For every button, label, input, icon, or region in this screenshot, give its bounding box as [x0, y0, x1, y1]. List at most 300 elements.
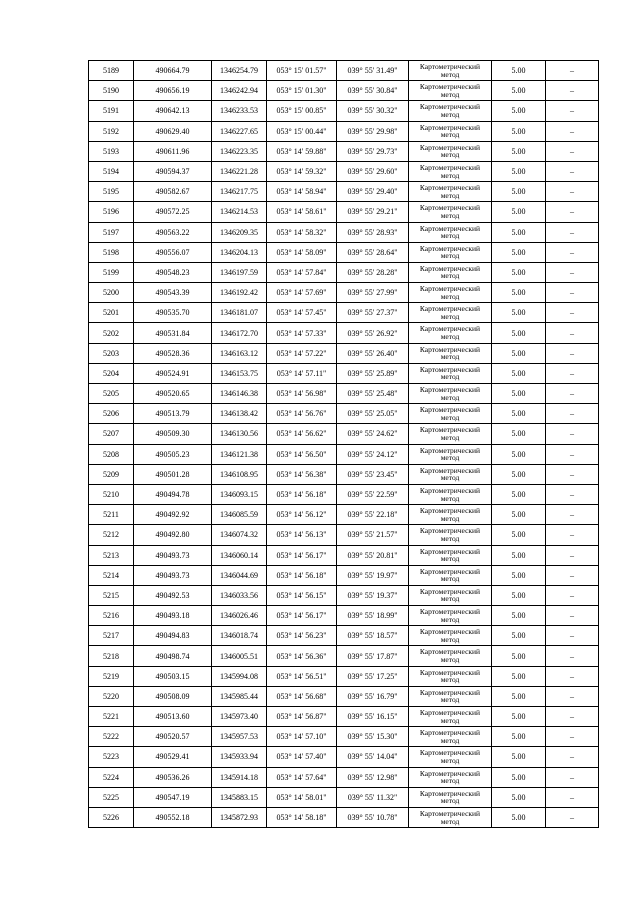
- remark-cell: –: [546, 606, 599, 626]
- accuracy-cell: 5.00: [492, 444, 546, 464]
- method-label-line2: метод: [440, 574, 460, 584]
- method-cell: [409, 222, 492, 242]
- latitude-cell: 053° 14' 58.01": [267, 787, 337, 807]
- method-label-line1: Картометрический: [419, 385, 481, 394]
- y-coordinate-cell: 1346221.28: [212, 161, 267, 181]
- method-label-line1: Картометрический: [419, 223, 481, 233]
- y-coordinate-cell: 1346242.94: [212, 81, 267, 101]
- point-number-cell: 5207: [89, 424, 134, 444]
- method-cell: [409, 666, 492, 686]
- longitude-cell: 039° 55' 27.99": [337, 283, 409, 303]
- accuracy-cell: 5.00: [492, 525, 546, 545]
- point-number-cell: 5209: [89, 464, 134, 484]
- method-label-line2: метод: [440, 69, 460, 79]
- longitude-cell: 039° 55' 16.15": [337, 707, 409, 727]
- method-cell: [409, 807, 492, 827]
- table-row: [89, 61, 599, 81]
- longitude-cell: 039° 55' 26.92": [337, 323, 409, 343]
- x-coordinate-cell: 490520.57: [134, 727, 212, 747]
- accuracy-cell: 5.00: [492, 202, 546, 222]
- point-number-cell: 5191: [89, 101, 134, 121]
- x-coordinate-cell: 490556.07: [134, 242, 212, 262]
- x-coordinate-cell: 490548.23: [134, 262, 212, 282]
- y-coordinate-cell: 1346192.42: [212, 283, 267, 303]
- longitude-cell: 039° 55' 28.28": [337, 262, 409, 282]
- remark-cell: –: [546, 161, 599, 181]
- latitude-cell: 053° 14' 56.15": [267, 585, 337, 605]
- longitude-cell: 039° 55' 25.89": [337, 363, 409, 383]
- y-coordinate-cell: 1346153.75: [212, 363, 267, 383]
- method-cell: [409, 323, 492, 343]
- table-row: [89, 464, 599, 484]
- remark-cell: –: [546, 505, 599, 525]
- latitude-cell: 053° 15' 00.85": [267, 101, 337, 121]
- remark-cell: –: [546, 404, 599, 424]
- method-cell: [409, 747, 492, 767]
- longitude-cell: 039° 55' 22.59": [337, 484, 409, 504]
- method-cell: [409, 202, 492, 222]
- remark-cell: –: [546, 101, 599, 121]
- x-coordinate-cell: 490563.22: [134, 222, 212, 242]
- method-label-line1: Картометрический: [419, 243, 481, 253]
- longitude-cell: 039° 55' 29.21": [337, 202, 409, 222]
- accuracy-cell: 5.00: [492, 585, 546, 605]
- method-cell: [409, 182, 492, 202]
- latitude-cell: 053° 14' 59.32": [267, 161, 337, 181]
- y-coordinate-cell: 1345914.18: [212, 767, 267, 787]
- table-row: [89, 747, 599, 767]
- method-label-line2: метод: [440, 554, 460, 564]
- remark-cell: –: [546, 182, 599, 202]
- longitude-cell: 039° 55' 31.49": [337, 61, 409, 81]
- method-label-line2: метод: [440, 352, 460, 362]
- accuracy-cell: 5.00: [492, 161, 546, 181]
- x-coordinate-cell: 490524.91: [134, 363, 212, 383]
- x-coordinate-cell: 490552.18: [134, 807, 212, 827]
- x-coordinate-cell: 490520.65: [134, 384, 212, 404]
- table-row: [89, 565, 599, 585]
- y-coordinate-cell: 1346074.32: [212, 525, 267, 545]
- method-label-line1: Картометрический: [419, 808, 481, 818]
- longitude-cell: 039° 55' 23.45": [337, 464, 409, 484]
- x-coordinate-cell: 490509.30: [134, 424, 212, 444]
- latitude-cell: 053° 14' 57.22": [267, 343, 337, 363]
- x-coordinate-cell: 490572.25: [134, 202, 212, 222]
- remark-cell: –: [546, 747, 599, 767]
- method-label-line1: Картометрический: [419, 465, 481, 475]
- point-number-cell: 5222: [89, 727, 134, 747]
- latitude-cell: 053° 14' 57.45": [267, 303, 337, 323]
- y-coordinate-cell: 1346217.75: [212, 182, 267, 202]
- x-coordinate-cell: 490492.53: [134, 585, 212, 605]
- method-label-line2: метод: [440, 533, 460, 543]
- y-coordinate-cell: 1345933.94: [212, 747, 267, 767]
- method-label-line1: Картометрический: [419, 586, 481, 596]
- method-label-line1: Картометрический: [419, 122, 481, 132]
- y-coordinate-cell: 1346060.14: [212, 545, 267, 565]
- table-row: [89, 525, 599, 545]
- method-label-line2: метод: [440, 493, 460, 503]
- method-label-line2: метод: [440, 614, 460, 624]
- accuracy-cell: 5.00: [492, 121, 546, 141]
- x-coordinate-cell: 490493.73: [134, 545, 212, 565]
- latitude-cell: 053° 14' 58.94": [267, 182, 337, 202]
- y-coordinate-cell: 1346214.53: [212, 202, 267, 222]
- point-number-cell: 5200: [89, 283, 134, 303]
- accuracy-cell: 5.00: [492, 464, 546, 484]
- accuracy-cell: 5.00: [492, 606, 546, 626]
- method-label-line1: Картометрический: [419, 102, 481, 112]
- longitude-cell: 039° 55' 12.98": [337, 767, 409, 787]
- point-number-cell: 5221: [89, 707, 134, 727]
- method-cell: [409, 343, 492, 363]
- accuracy-cell: 5.00: [492, 767, 546, 787]
- remark-cell: –: [546, 525, 599, 545]
- table-row: [89, 606, 599, 626]
- y-coordinate-cell: 1346130.56: [212, 424, 267, 444]
- accuracy-cell: 5.00: [492, 787, 546, 807]
- method-cell: [409, 444, 492, 464]
- table-row: [89, 121, 599, 141]
- method-label-line1: Картометрический: [419, 344, 481, 354]
- method-cell: [409, 464, 492, 484]
- longitude-cell: 039° 55' 29.40": [337, 182, 409, 202]
- method-cell: [409, 424, 492, 444]
- longitude-cell: 039° 55' 29.98": [337, 121, 409, 141]
- y-coordinate-cell: 1346121.38: [212, 444, 267, 464]
- method-label-line2: метод: [440, 89, 460, 99]
- table-row: [89, 545, 599, 565]
- method-label-line1: Картометрический: [419, 405, 481, 415]
- remark-cell: –: [546, 343, 599, 363]
- x-coordinate-cell: 490493.18: [134, 606, 212, 626]
- method-cell: [409, 363, 492, 383]
- accuracy-cell: 5.00: [492, 807, 546, 827]
- latitude-cell: 053° 14' 56.13": [267, 525, 337, 545]
- x-coordinate-cell: 490594.37: [134, 161, 212, 181]
- y-coordinate-cell: 1346085.59: [212, 505, 267, 525]
- point-number-cell: 5205: [89, 384, 134, 404]
- table-row: [89, 707, 599, 727]
- latitude-cell: 053° 14' 56.62": [267, 424, 337, 444]
- coordinates-table: [88, 60, 599, 828]
- method-label-line1: Картометрический: [419, 445, 481, 455]
- longitude-cell: 039° 55' 26.40": [337, 343, 409, 363]
- method-label-line2: метод: [440, 392, 460, 402]
- y-coordinate-cell: 1346108.95: [212, 464, 267, 484]
- method-label-line1: Картометрический: [419, 687, 481, 697]
- method-label-line1: Картометрический: [419, 263, 481, 273]
- table-row: [89, 424, 599, 444]
- x-coordinate-cell: 490543.39: [134, 283, 212, 303]
- point-number-cell: 5193: [89, 141, 134, 161]
- point-number-cell: 5195: [89, 182, 134, 202]
- point-number-cell: 5211: [89, 505, 134, 525]
- point-number-cell: 5216: [89, 606, 134, 626]
- method-cell: [409, 61, 492, 81]
- accuracy-cell: 5.00: [492, 262, 546, 282]
- table-row: [89, 727, 599, 747]
- table-row: [89, 303, 599, 323]
- y-coordinate-cell: 1346227.65: [212, 121, 267, 141]
- accuracy-cell: 5.00: [492, 747, 546, 767]
- y-coordinate-cell: 1346005.51: [212, 646, 267, 666]
- method-label-line2: метод: [440, 755, 460, 765]
- accuracy-cell: 5.00: [492, 222, 546, 242]
- table-row: [89, 242, 599, 262]
- remark-cell: –: [546, 545, 599, 565]
- point-number-cell: 5214: [89, 565, 134, 585]
- latitude-cell: 053° 14' 56.17": [267, 545, 337, 565]
- method-cell: [409, 787, 492, 807]
- table-row: [89, 626, 599, 646]
- latitude-cell: 053° 15' 01.30": [267, 81, 337, 101]
- accuracy-cell: 5.00: [492, 182, 546, 202]
- accuracy-cell: 5.00: [492, 343, 546, 363]
- accuracy-cell: 5.00: [492, 646, 546, 666]
- point-number-cell: 5217: [89, 626, 134, 646]
- method-label-line1: Картометрический: [419, 788, 481, 798]
- method-label-line1: Картометрический: [419, 142, 481, 152]
- method-label-line2: метод: [440, 150, 460, 160]
- method-cell: [409, 565, 492, 585]
- table-row: [89, 343, 599, 363]
- table-row: [89, 585, 599, 605]
- remark-cell: –: [546, 121, 599, 141]
- remark-cell: –: [546, 424, 599, 444]
- accuracy-cell: 5.00: [492, 384, 546, 404]
- table-row: [89, 484, 599, 504]
- method-cell: [409, 121, 492, 141]
- method-label-line2: метод: [440, 816, 460, 826]
- method-cell: [409, 646, 492, 666]
- accuracy-cell: 5.00: [492, 484, 546, 504]
- method-cell: [409, 161, 492, 181]
- point-number-cell: 5203: [89, 343, 134, 363]
- method-label-line1: Картометрический: [419, 82, 481, 92]
- method-label-line1: Картометрический: [419, 627, 481, 637]
- remark-cell: –: [546, 202, 599, 222]
- point-number-cell: 5225: [89, 787, 134, 807]
- method-label-line2: метод: [440, 251, 460, 261]
- accuracy-cell: 5.00: [492, 323, 546, 343]
- latitude-cell: 053° 14' 56.18": [267, 484, 337, 504]
- remark-cell: –: [546, 222, 599, 242]
- method-label-line1: Картометрический: [419, 607, 481, 617]
- point-number-cell: 5223: [89, 747, 134, 767]
- latitude-cell: 053° 14' 57.40": [267, 747, 337, 767]
- remark-cell: –: [546, 464, 599, 484]
- y-coordinate-cell: 1346223.35: [212, 141, 267, 161]
- method-cell: [409, 626, 492, 646]
- accuracy-cell: 5.00: [492, 81, 546, 101]
- method-label-line2: метод: [440, 130, 460, 140]
- latitude-cell: 053° 14' 56.38": [267, 464, 337, 484]
- longitude-cell: 039° 55' 19.97": [337, 565, 409, 585]
- accuracy-cell: 5.00: [492, 545, 546, 565]
- y-coordinate-cell: 1345994.08: [212, 666, 267, 686]
- accuracy-cell: 5.00: [492, 242, 546, 262]
- method-cell: [409, 767, 492, 787]
- method-cell: [409, 283, 492, 303]
- y-coordinate-cell: 1346204.13: [212, 242, 267, 262]
- method-cell: [409, 303, 492, 323]
- table-row: [89, 363, 599, 383]
- remark-cell: –: [546, 444, 599, 464]
- longitude-cell: 039° 55' 30.32": [337, 101, 409, 121]
- point-number-cell: 5196: [89, 202, 134, 222]
- table-body: [89, 61, 599, 828]
- latitude-cell: 053° 14' 56.51": [267, 666, 337, 686]
- method-label-line2: метод: [440, 473, 460, 483]
- longitude-cell: 039° 55' 17.25": [337, 666, 409, 686]
- point-number-cell: 5192: [89, 121, 134, 141]
- table-row: [89, 787, 599, 807]
- remark-cell: –: [546, 81, 599, 101]
- latitude-cell: 053° 15' 00.44": [267, 121, 337, 141]
- y-coordinate-cell: 1346254.79: [212, 61, 267, 81]
- method-label-line2: метод: [440, 332, 460, 342]
- method-cell: [409, 141, 492, 161]
- x-coordinate-cell: 490508.09: [134, 686, 212, 706]
- table-row: [89, 141, 599, 161]
- longitude-cell: 039° 55' 20.81": [337, 545, 409, 565]
- x-coordinate-cell: 490535.70: [134, 303, 212, 323]
- accuracy-cell: 5.00: [492, 666, 546, 686]
- latitude-cell: 053° 14' 57.69": [267, 283, 337, 303]
- y-coordinate-cell: 1346209.35: [212, 222, 267, 242]
- y-coordinate-cell: 1345883.15: [212, 787, 267, 807]
- y-coordinate-cell: 1346044.69: [212, 565, 267, 585]
- method-label-line2: метод: [440, 796, 460, 806]
- longitude-cell: 039° 55' 29.60": [337, 161, 409, 181]
- method-label-line2: метод: [440, 432, 460, 442]
- x-coordinate-cell: 490493.73: [134, 565, 212, 585]
- longitude-cell: 039° 55' 28.93": [337, 222, 409, 242]
- remark-cell: –: [546, 807, 599, 827]
- x-coordinate-cell: 490528.36: [134, 343, 212, 363]
- method-label-line1: Картометрический: [419, 667, 481, 677]
- x-coordinate-cell: 490492.92: [134, 505, 212, 525]
- point-number-cell: 5206: [89, 404, 134, 424]
- method-label-line1: Картометрический: [419, 364, 481, 374]
- longitude-cell: 039° 55' 10.78": [337, 807, 409, 827]
- method-label-line2: метод: [440, 634, 460, 644]
- longitude-cell: 039° 55' 18.99": [337, 606, 409, 626]
- x-coordinate-cell: 490503.15: [134, 666, 212, 686]
- remark-cell: –: [546, 646, 599, 666]
- x-coordinate-cell: 490505.23: [134, 444, 212, 464]
- point-number-cell: 5197: [89, 222, 134, 242]
- point-number-cell: 5210: [89, 484, 134, 504]
- latitude-cell: 053° 14' 57.33": [267, 323, 337, 343]
- latitude-cell: 053° 14' 58.61": [267, 202, 337, 222]
- method-cell: [409, 707, 492, 727]
- longitude-cell: 039° 55' 29.73": [337, 141, 409, 161]
- point-number-cell: 5190: [89, 81, 134, 101]
- table-row: [89, 444, 599, 464]
- point-number-cell: 5218: [89, 646, 134, 666]
- method-cell: [409, 81, 492, 101]
- method-label-line1: Картометрический: [419, 425, 481, 435]
- y-coordinate-cell: 1346163.12: [212, 343, 267, 363]
- method-cell: [409, 545, 492, 565]
- x-coordinate-cell: 490513.60: [134, 707, 212, 727]
- remark-cell: –: [546, 727, 599, 747]
- remark-cell: –: [546, 384, 599, 404]
- method-label-line1: Картометрический: [419, 284, 481, 294]
- method-cell: [409, 585, 492, 605]
- x-coordinate-cell: 490547.19: [134, 787, 212, 807]
- remark-cell: –: [546, 363, 599, 383]
- method-cell: [409, 242, 492, 262]
- method-cell: [409, 262, 492, 282]
- point-number-cell: 5220: [89, 686, 134, 706]
- point-number-cell: 5189: [89, 61, 134, 81]
- method-label-line1: Картометрический: [419, 183, 481, 193]
- method-label-line1: Картометрический: [419, 768, 481, 778]
- longitude-cell: 039° 55' 22.18": [337, 505, 409, 525]
- x-coordinate-cell: 490529.41: [134, 747, 212, 767]
- longitude-cell: 039° 55' 16.79": [337, 686, 409, 706]
- longitude-cell: 039° 55' 18.57": [337, 626, 409, 646]
- accuracy-cell: 5.00: [492, 404, 546, 424]
- x-coordinate-cell: 490664.79: [134, 61, 212, 81]
- latitude-cell: 053° 14' 56.76": [267, 404, 337, 424]
- method-cell: [409, 101, 492, 121]
- table-row: [89, 505, 599, 525]
- table-row: [89, 283, 599, 303]
- longitude-cell: 039° 55' 24.12": [337, 444, 409, 464]
- method-label-line1: Картометрический: [419, 203, 481, 213]
- latitude-cell: 053° 14' 57.10": [267, 727, 337, 747]
- y-coordinate-cell: 1346138.42: [212, 404, 267, 424]
- method-label-line1: Картометрический: [419, 324, 481, 334]
- method-label-line2: метод: [440, 412, 460, 422]
- remark-cell: –: [546, 61, 599, 81]
- x-coordinate-cell: 490494.83: [134, 626, 212, 646]
- remark-cell: –: [546, 242, 599, 262]
- method-label-line2: метод: [440, 372, 460, 382]
- y-coordinate-cell: 1345973.40: [212, 707, 267, 727]
- point-number-cell: 5204: [89, 363, 134, 383]
- table-row: [89, 767, 599, 787]
- accuracy-cell: 5.00: [492, 363, 546, 383]
- x-coordinate-cell: 490611.96: [134, 141, 212, 161]
- latitude-cell: 053° 14' 57.11": [267, 363, 337, 383]
- method-label-line2: метод: [440, 695, 460, 705]
- method-label-line1: Картометрический: [419, 647, 481, 657]
- method-label-line1: Картометрический: [419, 506, 481, 516]
- longitude-cell: 039° 55' 14.04": [337, 747, 409, 767]
- point-number-cell: 5226: [89, 807, 134, 827]
- remark-cell: –: [546, 262, 599, 282]
- table-row: [89, 222, 599, 242]
- x-coordinate-cell: 490629.40: [134, 121, 212, 141]
- y-coordinate-cell: 1345872.93: [212, 807, 267, 827]
- method-cell: [409, 525, 492, 545]
- remark-cell: –: [546, 666, 599, 686]
- method-label-line1: Картометрический: [419, 526, 481, 536]
- method-cell: [409, 606, 492, 626]
- x-coordinate-cell: 490642.13: [134, 101, 212, 121]
- y-coordinate-cell: 1345985.44: [212, 686, 267, 706]
- remark-cell: –: [546, 767, 599, 787]
- latitude-cell: 053° 14' 58.09": [267, 242, 337, 262]
- point-number-cell: 5194: [89, 161, 134, 181]
- x-coordinate-cell: 490656.19: [134, 81, 212, 101]
- remark-cell: –: [546, 141, 599, 161]
